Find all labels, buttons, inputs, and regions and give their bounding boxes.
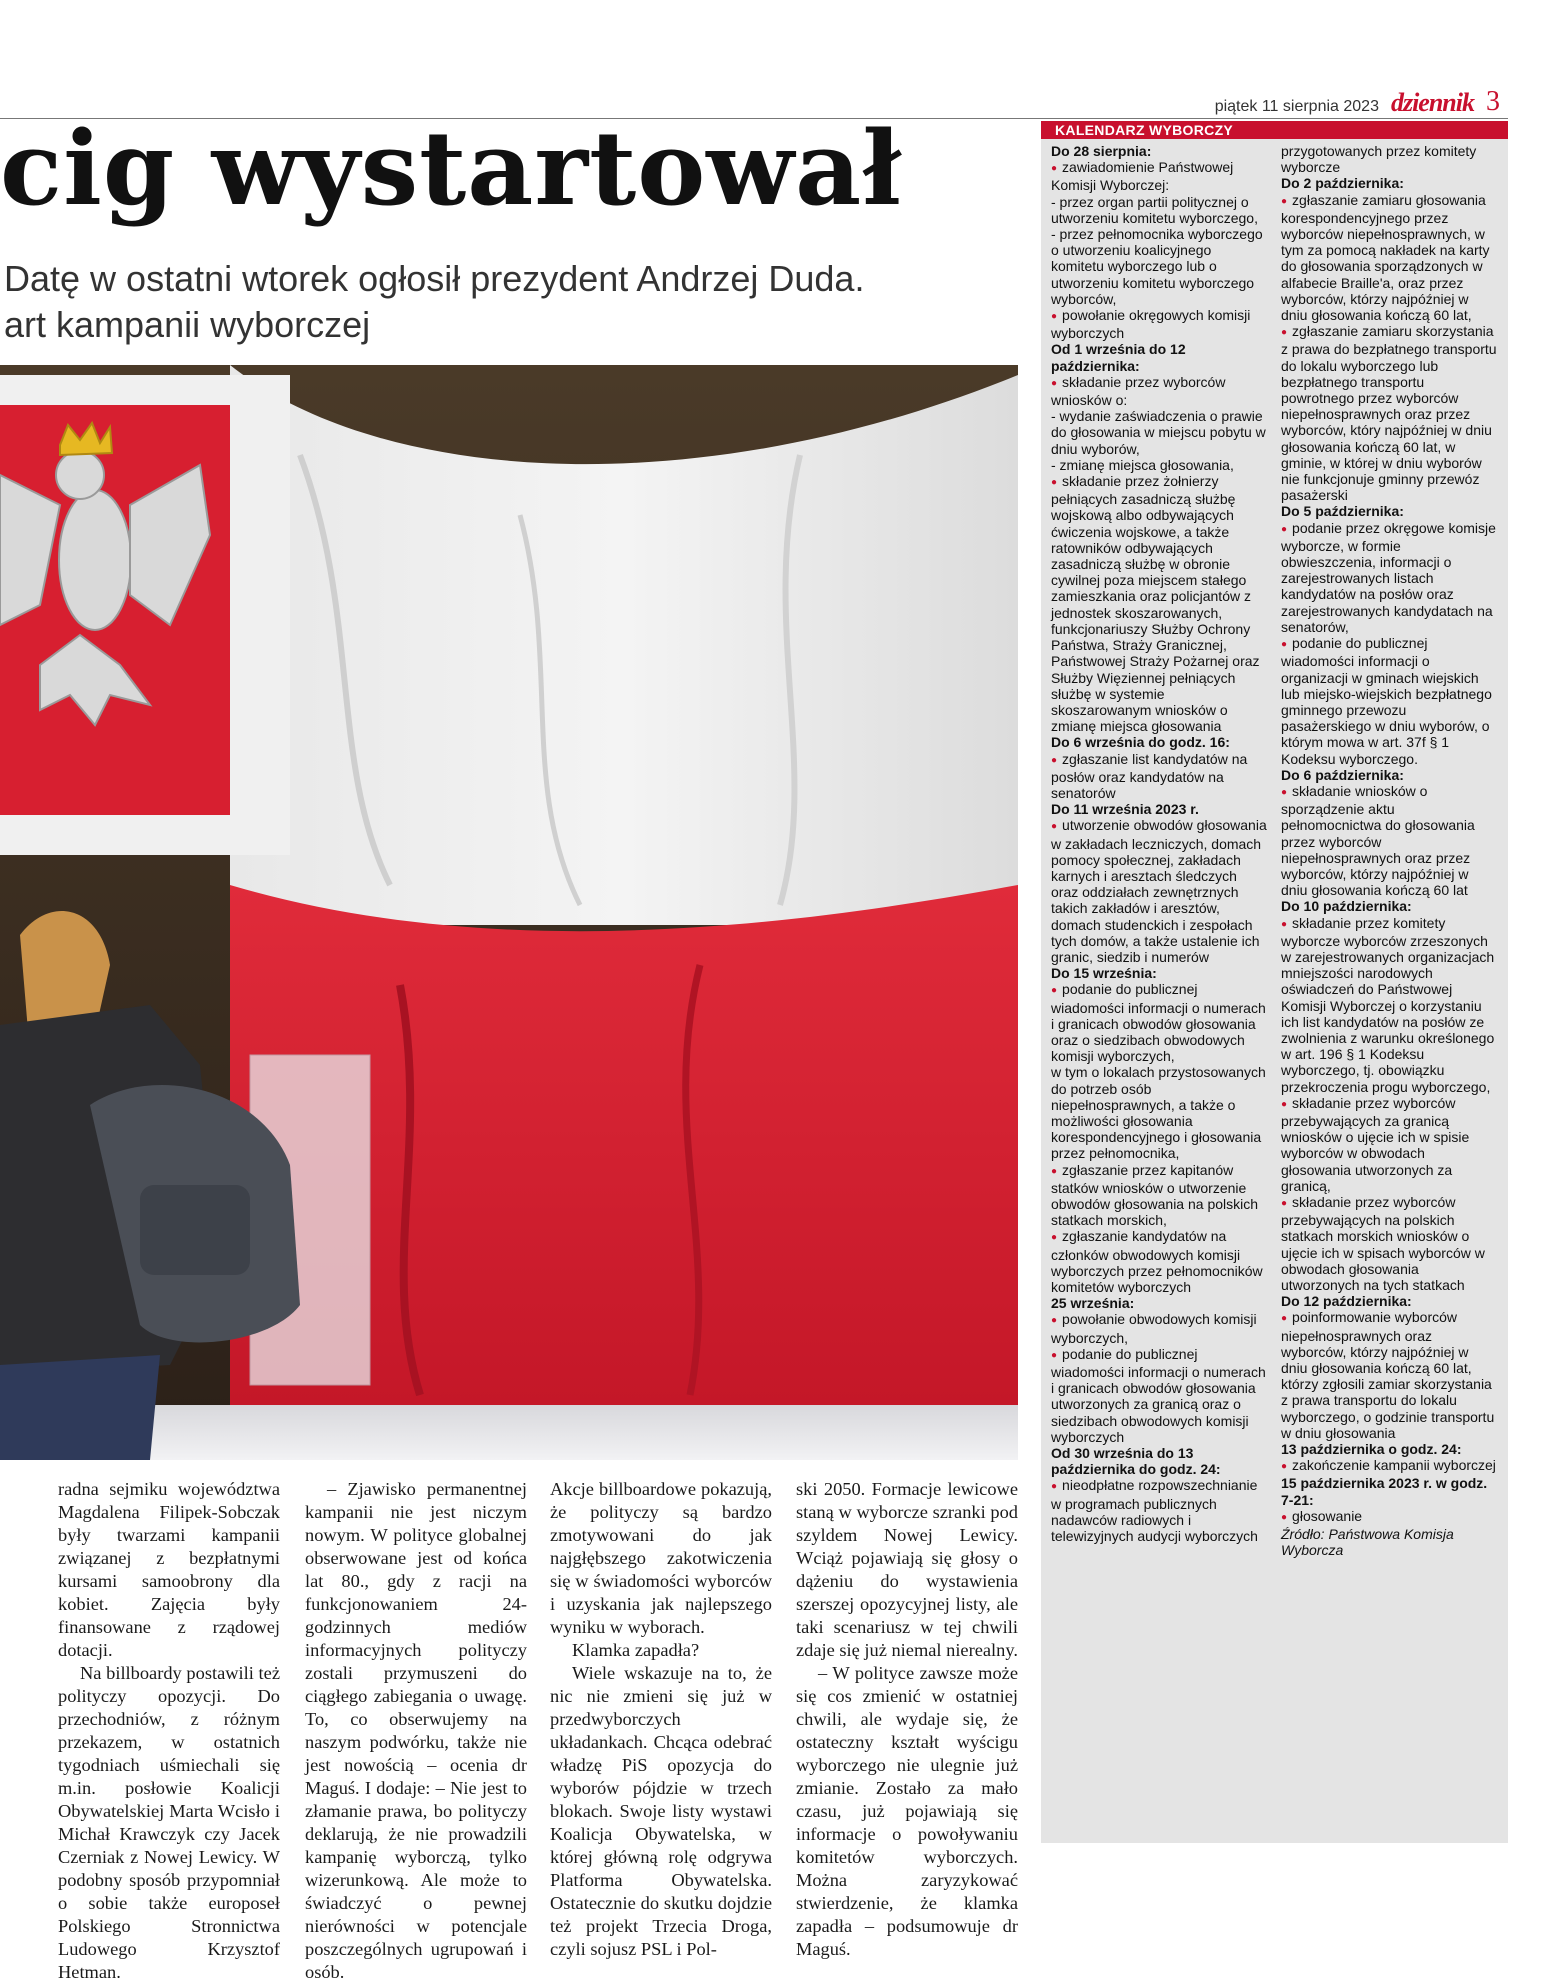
paragraph: radna sejmiku województwa Magdalena Filipek-Sobczak były twarzami kampanii związanej z bezpłatnymi kursami samoobrony dla kobiet. Zajęcia były finansowane z rządowej dotacji.: [58, 1479, 280, 1660]
article-photo: [0, 365, 1018, 1460]
calendar-date: Do 15 września:: [1051, 965, 1157, 982]
paragraph: Na billboardy postawili też polityczy opozycji. Do przechodniów, z różnym przekazem, w ostatnich tygodniach uśmiechali się m.in. posłowie Koalicji Obywatelskiej Marta Wcisło i Michał Krawczyk czy Jacek Czerniak z Nowej Lewicy. W podobny sposób przypomniał o sobie także europoseł Polskiego Stronnictwa Ludowego Krzysztof Hetman.: [58, 1663, 280, 1982]
calendar-entry: ● podanie do publicznej wiadomości informacji o organizacji w gminach wiejskich lub miejsko-wiejskich bezpłatnego gminnego przewozu pasażerskiego w dniu wyborów, o którym mowa w art. 37f § 1 Kodeksu wyborczego.: [1281, 635, 1497, 767]
calendar-entry: ● składanie przez wyborców przebywających za granicą wniosków o ujęcie ich w spisie wyborców w obwodach głosowania utworzonych za granicą,: [1281, 1095, 1497, 1194]
newspaper-logo: dziennik: [1390, 88, 1474, 117]
calendar-date: Do 28 sierpnia:: [1051, 143, 1152, 159]
paragraph: Wiele wskazuje na to, że nic nie zmieni się już w przedwyborczych układankach. Chcąca odebrać władzę PiS opozycja do wyborów pójdzie w trzech blokach. Swoje listy wystawi Koalicja Obywatelska, w której główną rolę odgrywa Platforma Obywatelska. Ostatecznie do skutku dojdzie też projekt Trzecia Droga, czyli sojusz PSL i Pol-: [550, 1663, 772, 1959]
calendar-entry: ● utworzenie obwodów głosowania w zakładach leczniczych, domach pomocy społecznej, zakładach karnych i aresztach śledczych oraz oddziałach zewnętrznych takich zakładów i aresztów, domach studenckich i zespołach tych domów, a także ustalenie ich granic, siedzib i numerów: [1051, 817, 1267, 965]
page-header: [1215, 86, 1500, 116]
issue-date: piątek 11 sierpnia 2023: [1214, 98, 1379, 115]
calendar-entry: ● zgłaszanie przez kapitanów statków wniosków o utworzenie obwodów głosowania na polskich statkach morskich,: [1051, 1162, 1267, 1229]
calendar-entry: ● zakończenie kampanii wyborczej: [1281, 1457, 1497, 1475]
calendar-date: Do 5 października:: [1281, 503, 1404, 520]
calendar-column-1: [1051, 143, 1267, 1558]
calendar-text: - zmianę miejsca głosowania,: [1051, 456, 1234, 473]
calendar-date: Do 2 października:: [1281, 175, 1404, 192]
lead-line-2: art kampanii wyborczej: [4, 304, 371, 345]
polish-flag-eagle-ballot-photo: [0, 365, 1018, 1460]
calendar-date: Do 6 października:: [1281, 766, 1404, 783]
article-column-2: [305, 1478, 527, 1984]
election-calendar: [1041, 121, 1508, 1843]
calendar-entry: ● powołanie okręgowych komisji wyborczych: [1051, 307, 1267, 341]
article-column-3: [550, 1478, 772, 1961]
calendar-date: 25 września:: [1051, 1295, 1135, 1312]
calendar-date: Do 10 października:: [1281, 898, 1412, 915]
calendar-text: przygotowanych przez komitety wyborcze: [1281, 143, 1477, 176]
calendar-column-2: [1281, 143, 1497, 1558]
calendar-entry: ● składanie przez wyborców przebywających na polskich statkach morskich wniosków o ujęcie ich w spisach wyborców w obwodach głosowania utworzonych na tych statkach: [1281, 1194, 1497, 1293]
calendar-text: - wydanie zaświadczenia o prawie do głosowania w miejscu pobytu w dniu wyborów,: [1051, 408, 1266, 457]
calendar-text: w tym o lokalach przystosowanych do potrzeb osób niepełnosprawnych, a także o możliwości głosowania korespondencyjnego i głosowania przez pełnomocnika,: [1051, 1064, 1266, 1162]
calendar-title: KALENDARZ WYBORCZY: [1041, 121, 1508, 139]
calendar-entry: ● podanie do publicznej wiadomości informacji o numerach i granicach obwodów głosowania oraz o siedzibach obwodowych komisji wyborczych,: [1051, 981, 1267, 1064]
calendar-date: 13 października o godz. 24:: [1281, 1441, 1462, 1458]
calendar-text: - przez pełnomocnika wyborczego o utworzeniu koalicyjnego komitetu wyborczego lub o utworzeniu komitetu wyborczego wyborców,: [1051, 226, 1263, 307]
calendar-entry: ● podanie do publicznej wiadomości informacji o numerach i granicach obwodów głosowania utworzonych za granicą oraz o siedzibach obwodowych komisji wyborczych: [1051, 1346, 1267, 1445]
calendar-entry: ● składanie przez wyborców wniosków o:: [1051, 374, 1267, 408]
lead-line-1: Datę w ostatni wtorek ogłosił prezydent Andrzej Duda.: [4, 258, 865, 299]
calendar-date: Do 6 września do godz. 16:: [1051, 734, 1230, 751]
calendar-entry: ● podanie przez okręgowe komisje wyborcze, w formie obwieszczenia, informacji o zarejestrowanych listach kandydatów na posłów oraz zarejestrowanych kandydatach na senatorów,: [1281, 520, 1497, 635]
calendar-date: Do 12 października:: [1281, 1293, 1412, 1310]
calendar-entry: ● zgłaszanie zamiaru głosowania korespondencyjnego przez wyborców niepełnosprawnych, w tym za pomocą nakładek na karty do głosowania sporządzonych w alfabecie Braille'a, oraz przez wyborców, którzy najpóźniej w dniu głosowania kończą 60 lat,: [1281, 192, 1497, 324]
calendar-entry: ● składanie przez żołnierzy pełniących zasadniczą służbę wojskową albo odbywających ćwiczenia wojskowe, a także ratowników odbywających zasadniczą służbę w obronie cywilnej poza miejscem stałego zamieszkania oraz policjantów z jednostek skoszarowanych, funkcjonariuszy Służby Ochrony Państwa, Straży Granicznej, Państwowej Straży Pożarnej oraz Służby Więziennej pełniących służbę w systemie skoszarowanym wniosków o zmianę miejsca głosowania: [1051, 473, 1267, 734]
calendar-source: Źródło: Państwowa Komisja Wyborcza: [1281, 1526, 1454, 1559]
calendar-entry: ● głosowanie: [1281, 1508, 1497, 1526]
calendar-entry: ● nieodpłatne rozpowszechnianie w programach publicznych nadawców radiowych i telewizyjnych audycji wyborczych: [1051, 1477, 1267, 1544]
headline: cig wystartował: [0, 109, 903, 229]
calendar-entry: ● powołanie obwodowych komisji wyborczych,: [1051, 1311, 1267, 1345]
page-number: 3: [1486, 86, 1500, 117]
calendar-entry: ● zgłaszanie kandydatów na członków obwodowych komisji wyborczych przez pełnomocników komitetów wyborczych: [1051, 1228, 1267, 1295]
calendar-entry: ● poinformowanie wyborców niepełnosprawnych oraz wyborców, którzy najpóźniej w dniu głosowania kończą 60 lat, którzy zgłosili zamiar skorzystania z prawa transportu do lokalu wyborczego, o godzinie transportu w dniu głosowania: [1281, 1309, 1497, 1441]
calendar-date: Od 1 września do 12 października:: [1051, 341, 1186, 374]
calendar-text: - przez organ partii politycznej o utworzeniu komitetu wyborczego,: [1051, 193, 1258, 226]
calendar-date: Od 30 września do 13 października do godz. 24:: [1051, 1445, 1221, 1478]
calendar-entry: ● zawiadomienie Państwowej Komisji Wyborczej:: [1051, 159, 1267, 193]
article-column-1: [58, 1478, 280, 1984]
subheading: Klamka zapadła?: [572, 1640, 700, 1660]
calendar-entry: ● składanie wniosków o sporządzenie aktu pełnomocnictwa do głosowania przez wyborców niepełnosprawnych oraz przez wyborców, którzy najpóźniej w dniu głosowania kończą 60 lat: [1281, 783, 1497, 898]
paragraph: Akcje billboardowe pokazują, że polityczy są bardzo zmotywowani do jak najgłębszego zakotwiczenia się w świadomości wyborców i uzyskania jak najlepszego wyniku w wyborach.: [550, 1479, 772, 1637]
calendar-entry: ● zgłaszanie list kandydatów na posłów oraz kandydatów na senatorów: [1051, 751, 1267, 802]
calendar-entry: ● zgłaszanie zamiaru skorzystania z prawa do bezpłatnego transportu do lokalu wyborczego lub bezpłatnego transportu powrotnego przez wyborców niepełnosprawnych oraz przez wyborców, który najpóźniej w dniu głosowania kończą 60 lat, w gminie, w której w dniu wyborów nie funkcjonuje gminny przewóz pasażerski: [1281, 323, 1497, 503]
paragraph: – W polityce zawsze może się cos zmienić w ostatniej chwili, ale wydaje się, że ostateczny kształt wyścigu wyborczego nie ulegnie już zmianie. Zostało za mało czasu, już pojawiają się informacje o powoływaniu komitetów wyborczych. Można zaryzykować stwierdzenie, że klamka zapadła – podsumowuje dr Maguś.: [796, 1663, 1018, 1959]
article-column-4: [796, 1478, 1018, 1961]
paragraph: ski 2050. Formacje lewicowe staną w wyborcze szranki pod szyldem Nowej Lewicy. Wciąż pojawiają się głosy o dążeniu do wystawienia szerszej opozycyjnej listy, ale taki scenariusz w tej chwili zdaje się już niemal nierealny.: [796, 1479, 1018, 1660]
calendar-date: Do 11 września 2023 r.: [1051, 801, 1199, 818]
calendar-date: 15 października 2023 r. w godz. 7-21:: [1281, 1475, 1488, 1508]
calendar-entry: ● składanie przez komitety wyborcze wyborców zrzeszonych w zarejestrowanych organizacjach mniejszości narodowych oświadczeń do Państwowej Komisji Wyborczej o korzystaniu ich list kandydatów na posłów ze zwolnienia z warunku określonego w art. 196 § 1 Kodeksu wyborczego, tj. obowiązku przekroczenia progu wyborczego,: [1281, 915, 1497, 1095]
paragraph: – Zjawisko permanentnej kampanii nie jest niczym nowym. W polityce globalnej obserwowane jest od końca lat 80., gdy z racji na funkcjonowaniem 24-godzinnych mediów informacyjnych polityczy zostali przymuszeni do ciągłego zabiegania o uwagę. To, co obserwujemy na naszym podwórku, także nie jest nowością – ocenia dr Maguś. I dodaje: – Nie jest to złamanie prawa, bo polityczy deklarują, że nie prowadzili kampanię wyborczą, tylko wizerunkową. Ale może to świadczyć o pewnej nierówności w potencjale poszczególnych ugrupowań i osób.: [305, 1479, 527, 1982]
lead: [4, 256, 1014, 348]
